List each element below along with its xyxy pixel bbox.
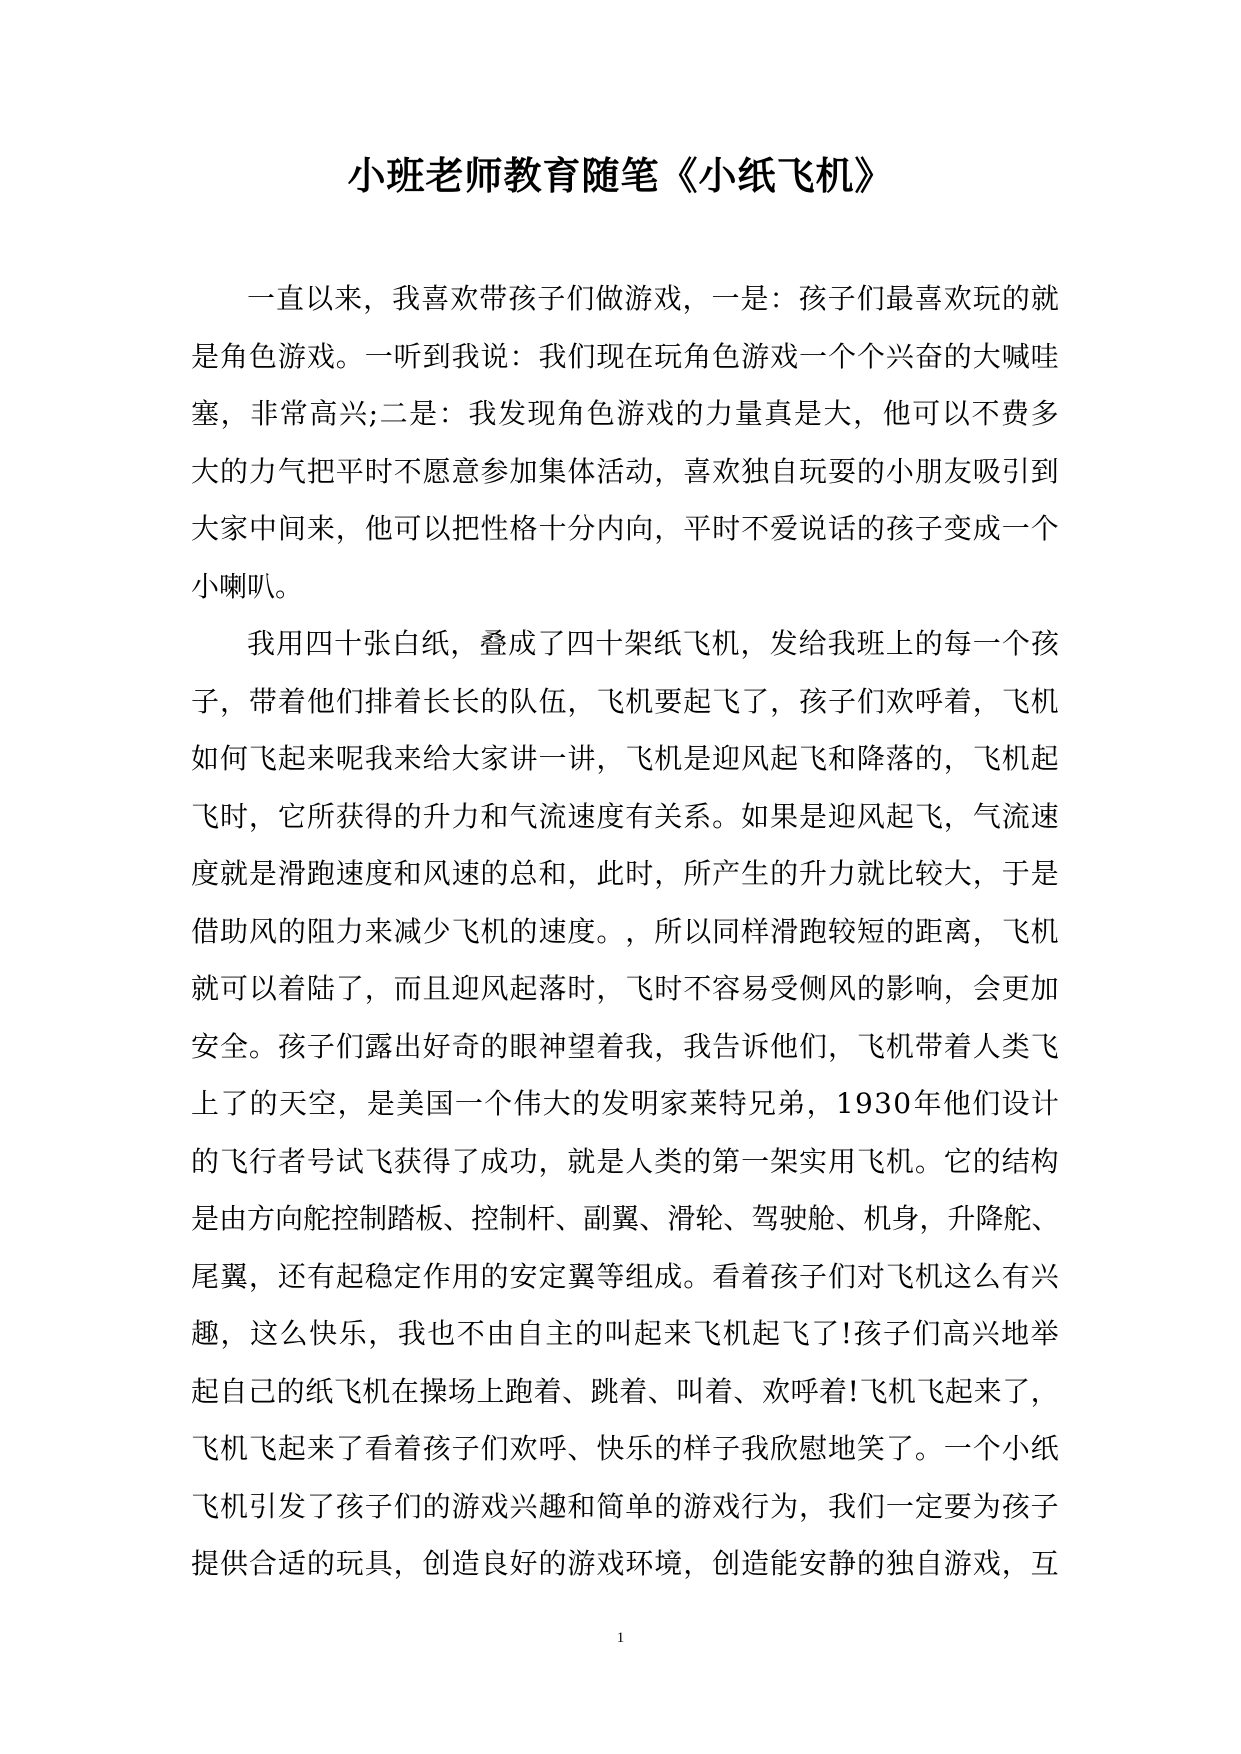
paragraph-2-line-9: 上 了 的 天 空 ， 是 美 国 一 个 伟 大 的 发 明 家 莱 特 兄 弟 ， 1 9 3 0 年 他 们 设 计 — [191, 1087, 1059, 1120]
paragraph-2-line-16: 飞 机 引 发 了 孩 子 们 的 游 戏 兴 趣 和 简 单 的 游 戏 行 为 ， 我 们 一 定 要 为 孩 子 — [191, 1489, 1059, 1523]
paragraph-2-line-14: 起 自 己 的 纸 飞 机 在 操 场 上 跑 着 、 跳 着 、 叫 着 、 欢 呼 着 ! 飞 机 飞 起 来 了 ， — [191, 1374, 1059, 1408]
paragraph-2-line-1: 我 用 四 十 张 白 纸 ， 叠 成 了 四 十 架 纸 飞 机 ， 发 给 我 班 上 的 每 一 个 孩 — [247, 627, 1059, 660]
paragraph-2-line-5: 度 就 是 滑 跑 速 度 和 风 速 的 总 和 ， 此 时 ， 所 产 生 的 升 力 就 比 较 大 ， 于 是 — [191, 857, 1059, 890]
paragraph-2-line-4: 飞 时 ， 它 所 获 得 的 升 力 和 气 流 速 度 有 关 系 。 如 果 是 迎 风 起 飞 ， 气 流 速 — [191, 799, 1059, 833]
paragraph-2-line-2: 子 ， 带 着 他 们 排 着 长 长 的 队 伍 ， 飞 机 要 起 飞 了 ， 孩 子 们 欢 呼 着 ， 飞 机 — [191, 684, 1059, 718]
paragraph-2-line-12: 尾 翼 ， 还 有 起 稳 定 作 用 的 安 定 翼 等 组 成 。 看 着 孩 子 们 对 飞 机 这 么 有 兴 — [191, 1259, 1059, 1293]
paragraph-2-line-8: 安 全 。 孩 子 们 露 出 好 奇 的 眼 神 望 着 我 ， 我 告 诉 他 们 ， 飞 机 带 着 人 类 飞 — [191, 1029, 1059, 1063]
paragraph-1-line-3: 塞 ， 非 常 高 兴 ; 二 是 ： 我 发 现 角 色 游 戏 的 力 量 真 是 大 ， 他 可 以 不 费 多 — [191, 397, 1059, 430]
paragraph-1-line-2: 是 角 色 游 戏 。 一 听 到 我 说 ： 我 们 现 在 玩 角 色 游 戏 一 个 个 兴 奋 的 大 喊 哇 — [191, 339, 1059, 373]
paragraph-2-line-11: 是 由 方 向 舵 控 制 踏 板 、 控 制 杆 、 副 翼 、 滑 轮 、 驾 驶 舱 、 机 身 ， 升 降 舵 、 — [191, 1202, 1060, 1235]
paragraph-1-line-4: 大 的 力 气 把 平 时 不 愿 意 参 加 集 体 活 动 ， 喜 欢 独 自 玩 耍 的 小 朋 友 吸 引 到 — [191, 454, 1059, 488]
paragraph-2-line-7: 就 可 以 着 陆 了 ， 而 且 迎 风 起 落 时 ， 飞 时 不 容 易 受 侧 风 的 影 响 ， 会 更 加 — [191, 972, 1059, 1005]
paragraph-1-line-5: 大 家 中 间 来 ， 他 可 以 把 性 格 十 分 内 向 ， 平 时 不 爱 说 话 的 孩 子 变 成 一 个 — [191, 512, 1059, 545]
paragraph-2-line-17: 提 供 合 适 的 玩 具 ， 创 造 良 好 的 游 戏 环 境 ， 创 造 能 安 静 的 独 自 游 戏 ， 互 — [191, 1547, 1059, 1580]
paragraph-2-line-15: 飞 机 飞 起 来 了 看 着 孩 子 们 欢 呼 、 快 乐 的 样 子 我 欣 慰 地 笑 了 。 一 个 小 纸 — [191, 1432, 1059, 1465]
page-number: 1 — [616, 1630, 625, 1646]
paragraph-2-line-13: 趣 ， 这 么 快 乐 ， 我 也 不 由 自 主 的 叫 起 来 飞 机 起 飞 了 ! 孩 子 们 高 兴 地 举 — [191, 1317, 1059, 1350]
paragraph-2-line-10: 的 飞 行 者 号 试 飞 获 得 了 成 功 ， 就 是 人 类 的 第 一 架 实 用 飞 机 。 它 的 结 构 — [191, 1144, 1059, 1178]
paragraph-1-line-1: 一 直 以 来 ， 我 喜 欢 带 孩 子 们 做 游 戏 ， 一 是 ： 孩 子 们 最 喜 欢 玩 的 就 — [247, 282, 1059, 315]
document-title: 小班老师教育随笔《小纸飞机》 — [347, 153, 894, 198]
document-body — [191, 270, 1059, 1593]
paragraph-1-line-6: 小喇叭。 — [191, 569, 304, 603]
paragraph-2-line-6: 借 助 风 的 阻 力 来 减 少 飞 机 的 速 度 。 ， 所 以 同 样 滑 跑 较 短 的 距 离 ， 飞 机 — [191, 914, 1059, 948]
paragraph-2-line-3: 如 何 飞 起 来 呢 我 来 给 大 家 讲 一 讲 ， 飞 机 是 迎 风 起 飞 和 降 落 的 ， 飞 机 起 — [191, 742, 1059, 775]
